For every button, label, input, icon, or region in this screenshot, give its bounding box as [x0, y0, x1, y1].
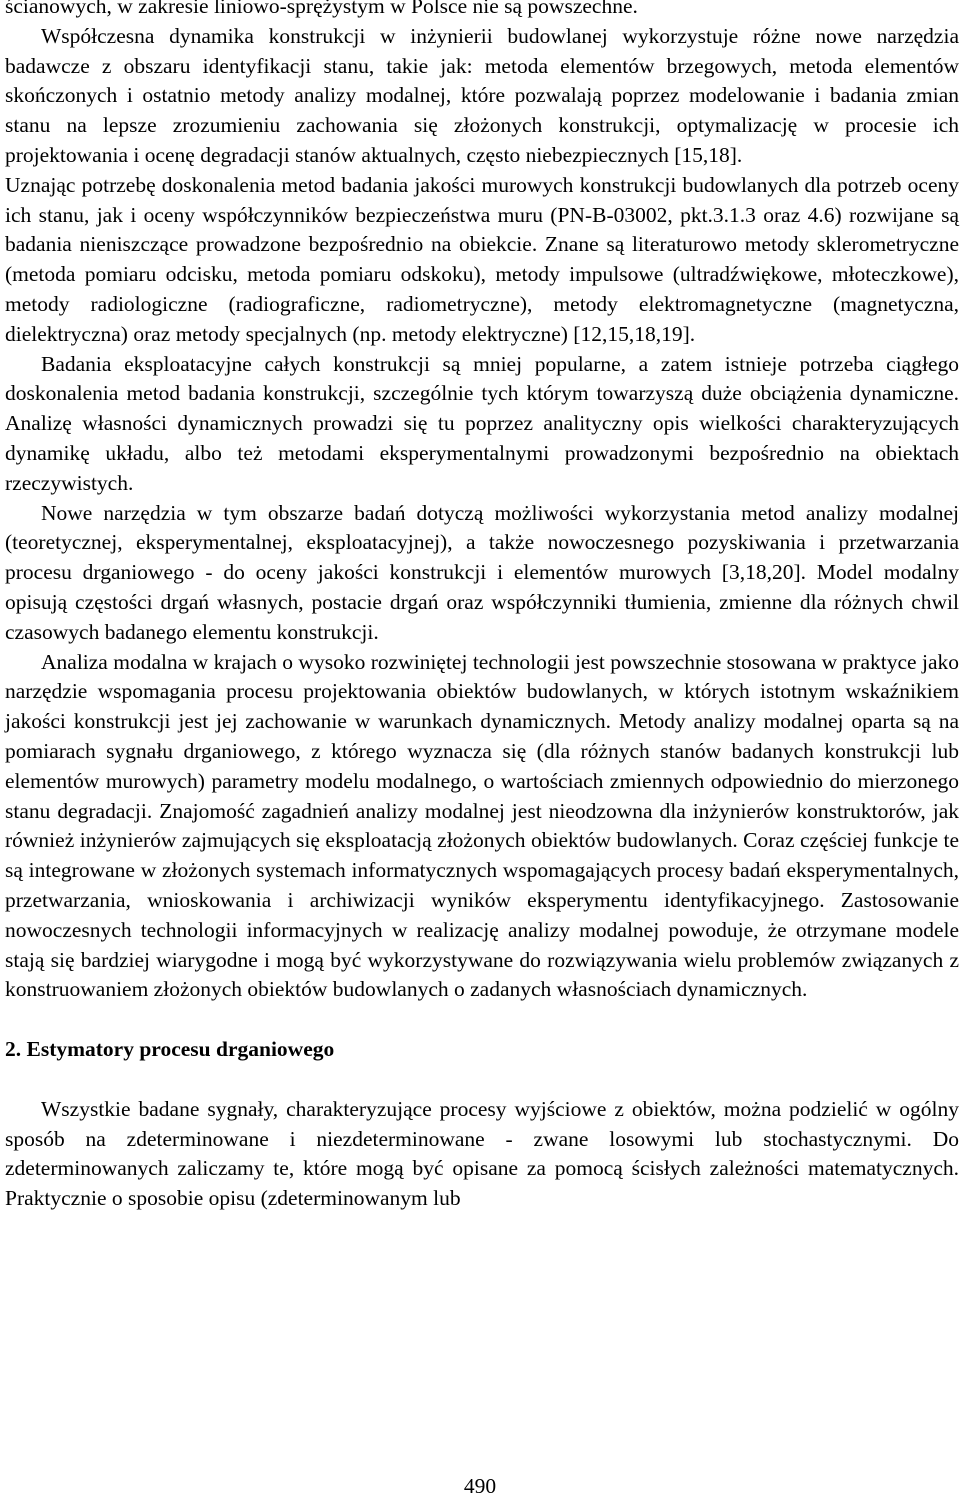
paragraph-dynamics-intro: Współczesna dynamika konstrukcji w inżynierii budowlanej wykorzystuje różne nowe narzędzia badawcze z obszaru identyfikacji stanu, takie jak: metoda elementów brzegowych, metoda elementów skończonych i ostatnio metody analizy modalnej, które pozwalają poprzez modelowanie i badania zmian stanu na lepsze zrozumieniu zachowania się złożonych konstrukcji, optymalizację w procesie ich projektowania i ocenę degradacji stanów aktualnych, często niebezpiecznych [15,18]. [5, 23, 959, 167]
paragraph-new-tools: Nowe narzędzia w tym obszarze badań dotyczą możliwości wykorzystania metod analizy modalnej (teoretycznej, eksperymentalnej, eksploatacyjnej), a także nowoczesnego pozyskiwania i przetwarzania procesu drganiowego - do oceny jakości konstrukcji i elementów murowych [3,18,20]. Model modalny opisują częstości drgań własnych, postacie drgań oraz współczynniki tłumienia, zmienne dla różnych chwil czasowych badanego elementu konstrukcji. [5, 500, 959, 644]
paragraph-signals: Wszystkie badane sygnały, charakteryzujące procesy wyjściowe z obiektów, można podzielić w ogólny sposób na zdeterminowane i niezdeterminowane - zwane losowymi lub stochastycznymi. Do zdeterminowanych zaliczamy te, które mogą być opisane za pomocą ścisłych zależności matematycznych. Praktycznie o sposobie opisu (zdeterminowanym lub [5, 1096, 959, 1211]
paragraph-nondestructive-testing: Uznając potrzebę doskonalenia metod badania jakości murowych konstrukcji budowlanych dla potrzeb oceny ich stanu, jak i oceny współczynników bezpieczeństwa muru (PN-B-03002, pkt.3.1.3 oraz 4.6) rozwijane są badania nieniszczące prowadzone bezpośrednio na obiekcie. Znane są literaturowo metody sklerometryczne (metoda pomiaru odcisku, metoda pomiaru odskoku), metody impulsowe (ultradźwiękowe, młoteczkowe), metody radiologiczne (radiograficzne, radiometryczne), metody elektromagnetyczne (magnetyczna, dielektryczna) oraz metody specjalnych (np. metody elektryczne) [12,15,18,19]. [5, 172, 959, 346]
section-heading: 2. Estymatory procesu drganiowego [5, 1037, 335, 1062]
paragraph-continuation: ścianowych, w zakresie liniowo-sprężystym w Polsce nie są powszechne. [5, 0, 638, 18]
paragraph-modal-analysis: Analiza modalna w krajach o wysoko rozwiniętej technologii jest powszechnie stosowana w praktyce jako narzędzie wspomagania procesu projektowania obiektów budowlanych, w których istotnym wskaźnikiem jakości konstrukcji jest jej zachowanie w warunkach dynamicznych. Metody analizy modalnej oparta są na pomiarach sygnału drganiowego, z którego wyznacza się (dla różnych stanów badanych konstrukcji lub elementów murowych) parametry modelu modalnego, o wartościach zmiennych odpowiednio do mierzonego stanu degradacji. Znajomość zagadnień analizy modalnej jest nieodzowna dla inżynierów konstruktorów, jak również inżynierów zajmujących się eksploatacją złożonych obiektów budowlanych. Coraz częściej funkcje te są integrowane w złożonych systemach informatycznych wspomagających procesy badań eksperymentalnych, przetwarzania, wnioskowania i archiwizacji wyników eksperymentu identyfikacyjnego. Zastosowanie nowoczesnych technologii informacyjnych w realizację analizy modalnej powoduje, że otrzymane modele stają się bardziej wiarygodne i mogą być wykorzystywane do rozwiązywania wielu problemów związanych z konstruowaniem złożonych obiektów budowlanych o zadanych własnościach dynamicznych. [5, 649, 959, 1002]
paragraph-operational-testing: Badania eksploatacyjne całych konstrukcji są mniej popularne, a zatem istnieje potrzeba ciągłego doskonalenia metod badania konstrukcji, szczególnie tych którym towarzyszą duże obciążenia dynamiczne. Analizę własności dynamicznych prowadzi się tu poprzez analityczny opis wielkości charakteryzujących dynamikę układu, albo też metodami eksperymentalnymi prowadzonymi bezpośrednio na obiektach rzeczywistych. [5, 351, 959, 495]
spacer [5, 1005, 959, 1035]
page-number: 490 [463, 1474, 497, 1498]
document-page [5, 0, 959, 1214]
spacer [5, 1065, 959, 1095]
